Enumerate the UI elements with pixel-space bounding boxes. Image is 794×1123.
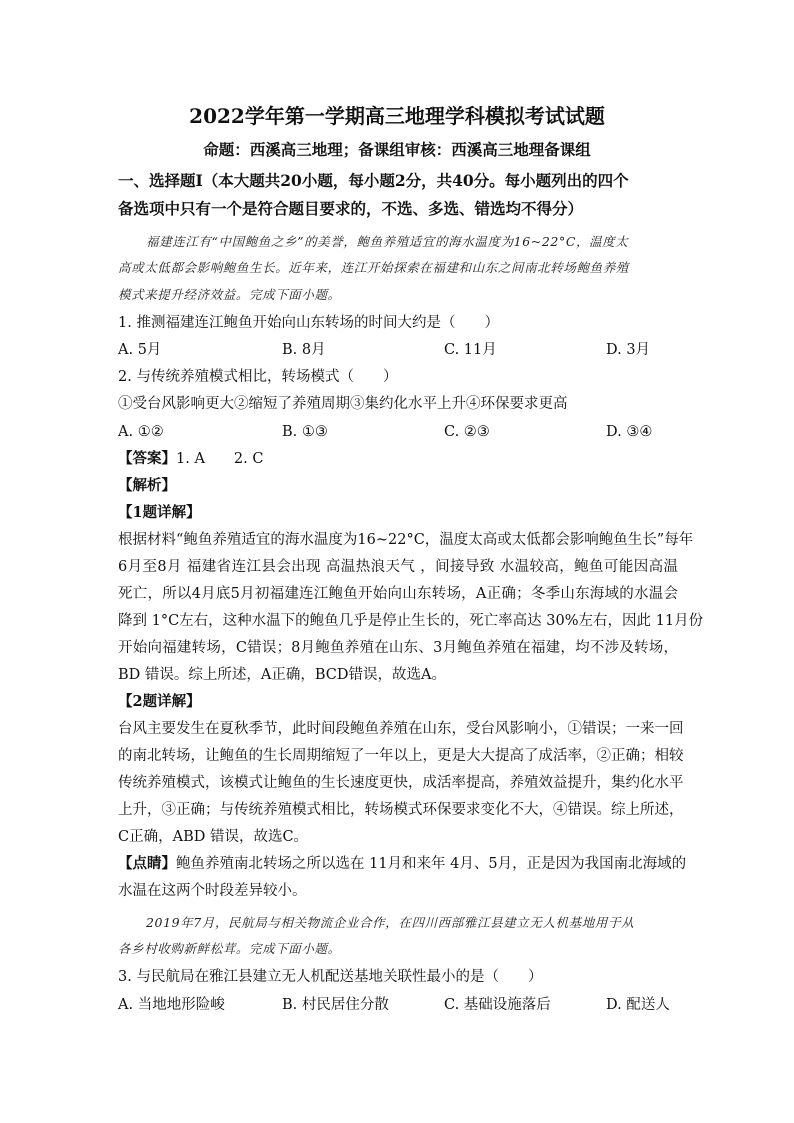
section-heading-line1: 一、选择题Ⅰ（本大题共20小题，每小题2分，共40分。每小题列出的四个 — [118, 171, 629, 190]
q2-option-b: B. ①③ — [282, 424, 328, 440]
question2-stem: 2. 与传统养殖模式相比，转场模式（ ） — [118, 369, 398, 385]
q1-option-a: A. 5月 — [118, 342, 162, 358]
material1-line2: 高或太低都会影响鲍鱼生长。近年来，连江开始探索在福建和山东之间南北转场鲍鱼养殖 — [118, 260, 629, 275]
q2-option-d: D. ③④ — [606, 424, 653, 440]
detail2-tag: 【2题详解】 — [118, 693, 201, 710]
material1-line1: 福建连江有“中国鲍鱼之乡”的美誉，鲍鱼养殖适宜的海水温度为16~22°C，温度太 — [146, 234, 629, 249]
q1-option-b: B. 8月 — [282, 342, 326, 358]
q3-option-d: D. 配送人 — [606, 997, 670, 1013]
q1-option-d: D. 3月 — [606, 342, 651, 358]
detail1-line: 开始向福建转场，C错误；8月鲍鱼养殖在山东、3月鲍鱼养殖在福建，均不涉及转场， — [118, 640, 678, 656]
answer-text: 1. A 2. C — [176, 451, 264, 467]
answer-line — [118, 448, 678, 470]
analysis-tag: 【解析】 — [118, 477, 176, 494]
exam-title: 2022学年第一学期高三地理学科模拟考试试题 — [189, 104, 605, 128]
detail2-line: 上升，③正确；与传统养殖模式相比，转场模式环保要求变化不大，④错误。综上所述， — [118, 802, 684, 818]
q3-option-b: B. 村民居住分散 — [282, 997, 389, 1013]
detail1-line: 6月至8月 福建省连江县会出现 高温热浪天气 ，间接导致 水温较高，鲍鱼可能因高温 — [118, 559, 678, 575]
detail1-line: 根据材料“鲍鱼养殖适宜的海水温度为16~22°C，温度太高或太低都会影响鲍鱼生长”每年 — [118, 532, 694, 548]
dianjing-line1 — [118, 853, 687, 875]
q3-option-a: A. 当地地形险峻 — [118, 997, 225, 1013]
detail1-line: 死亡，所以4月底5月初福建连江鲍鱼开始向山东转场，A正确；冬季山东海域的水温会 — [118, 586, 678, 602]
detail2-line: 传统养殖模式，该模式让鲍鱼的生长速度更快，成活率提高，养殖效益提升，集约化水平 — [118, 775, 684, 791]
q2-option-a: A. ①② — [118, 424, 164, 440]
detail1-line: BD 错误。综上所述，A正确，BCD错误，故选A。 — [118, 667, 446, 683]
q3-option-c: C. 基础设施落后 — [444, 997, 551, 1013]
detail2-line: 的南北转场，让鲍鱼的生长周期缩短了一年以上，更是大大提高了成活率，②正确；相较 — [118, 748, 684, 764]
exam-subtitle: 命题：西溪高三地理；备课组审核：西溪高三地理备课组 — [203, 140, 591, 159]
detail2-line: 台风主要发生在夏秋季节，此时间段鲍鱼养殖在山东，受台风影响小，①错误；一来一回 — [118, 721, 684, 737]
detail1-tag: 【1题详解】 — [118, 504, 201, 521]
material2-line1: 2019年7月，民航局与相关物流企业合作，在四川西部雅江县建立无人机基地用于从 — [146, 915, 635, 930]
detail2-line: C正确，ABD 错误，故选C。 — [118, 829, 309, 845]
question2-statements: ①受台风影响更大②缩短了养殖周期③集约化水平上升④环保要求更高 — [118, 396, 568, 412]
material2-line2: 各乡村收购新鲜松茸。完成下面小题。 — [118, 941, 341, 956]
material1-line3: 模式来提升经济效益。完成下面小题。 — [118, 287, 341, 302]
question1-stem: 1. 推测福建连江鲍鱼开始向山东转场的时间大约是（ ） — [118, 315, 499, 331]
detail1-line: 降到 1°C左右，这种水温下的鲍鱼几乎是停止生长的，死亡率高达 30%左右，因此 11月份 — [118, 613, 704, 629]
q2-option-c: C. ②③ — [444, 424, 490, 440]
q1-option-c: C. 11月 — [444, 342, 497, 358]
dianjing-text: 鲍鱼养殖南北转场之所以选在 11月和来年 4月、5月，正是因为我国南北海域的 — [176, 856, 687, 872]
dianjing-line2: 水温在这两个时段差异较小。 — [118, 883, 307, 899]
question3-stem: 3. 与民航局在雅江县建立无人机配送基地关联性最小的是（ ） — [118, 969, 543, 985]
answer-tag: 【答案】 — [118, 450, 176, 467]
section-heading-line2: 备选项中只有一个是符合题目要求的，不选、多选、错选均不得分） — [118, 199, 584, 218]
dianjing-tag: 【点睛】 — [118, 855, 176, 872]
